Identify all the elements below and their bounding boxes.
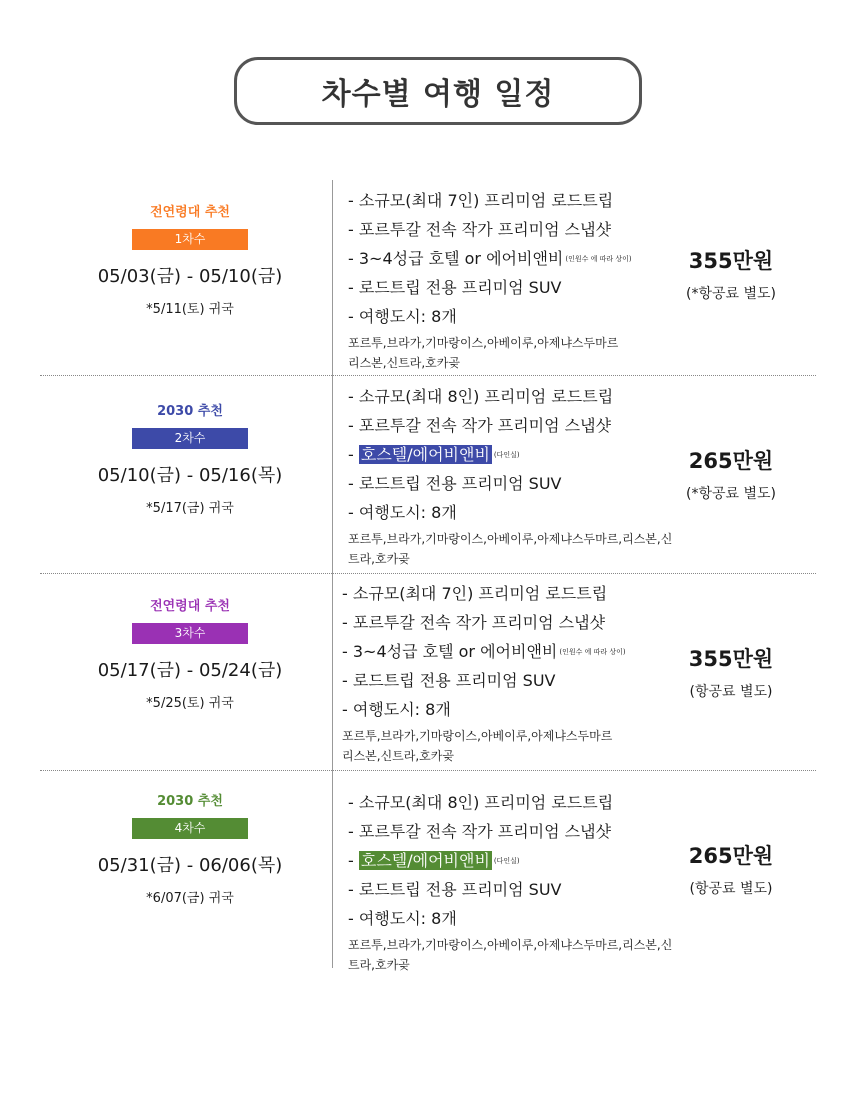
travel-dates: 05/31(금) - 06/06(목) [97, 855, 283, 876]
row-divider [40, 375, 816, 376]
recommend-label: 전연령대 추천 [150, 205, 230, 220]
session-4-price [656, 840, 806, 898]
session-badge: 4차수 [132, 818, 248, 839]
session-badge: 2차수 [132, 428, 248, 449]
session-1-details [348, 186, 678, 373]
session-4-details [348, 788, 678, 975]
detail-line-accommodation: - 호스텔/에어비앤비 (다인실) [348, 851, 520, 870]
detail-line: - 소규모(최대 7인) 프리미엄 로드트립 [342, 584, 608, 603]
travel-dates: 05/03(금) - 05/10(금) [97, 266, 283, 287]
session-3-price [656, 643, 806, 701]
accommodation-note: (다인실) [493, 857, 520, 865]
session-1-price [656, 245, 806, 303]
detail-line: - 로드트립 전용 프리미엄 SUV [342, 671, 556, 690]
row-divider [40, 573, 816, 574]
accommodation-note: (인원수 에 따라 상이) [559, 648, 626, 656]
detail-line: - 여행도시: 8개 [348, 909, 457, 928]
recommend-label: 2030 추천 [157, 404, 223, 419]
recommend-label: 2030 추천 [157, 794, 223, 809]
detail-line: - 소규모(최대 8인) 프리미엄 로드트립 [348, 793, 614, 812]
session-4-info [70, 792, 310, 906]
price-note: (*항공료 별도) [686, 486, 776, 502]
detail-line: - 소규모(최대 7인) 프리미엄 로드트립 [348, 191, 614, 210]
price: 355만원 [688, 249, 774, 273]
detail-line: - 여행도시: 8개 [348, 307, 457, 326]
session-2-price [656, 445, 806, 503]
session-1-info [70, 203, 310, 317]
detail-line: - 포르투갈 전속 작가 프리미엄 스냅샷 [348, 416, 612, 435]
row-divider [40, 770, 816, 771]
city-list: 포르투,브라가,기마랑이스,아베이루,아제냐스두마르,리스본,신 트라,호카곶 [348, 532, 673, 566]
return-date: *5/17(금) 귀국 [146, 501, 234, 516]
detail-line: - 포르투갈 전속 작가 프리미엄 스냅샷 [348, 220, 612, 239]
session-badge: 3차수 [132, 623, 248, 644]
travel-dates: 05/17(금) - 05/24(금) [97, 660, 283, 681]
detail-line: - 소규모(최대 8인) 프리미엄 로드트립 [348, 387, 614, 406]
price: 355만원 [688, 647, 774, 671]
page-title: 차수별 여행 일정 [234, 57, 642, 125]
accommodation-highlight: 호스텔/에어비앤비 [360, 445, 490, 464]
price: 265만원 [688, 844, 774, 868]
detail-line: - 로드트립 전용 프리미엄 SUV [348, 278, 562, 297]
session-2-info [70, 402, 310, 516]
session-3-details [342, 579, 672, 766]
price-note: (항공료 별도) [689, 881, 773, 897]
accommodation-note: (인원수 에 따라 상이) [565, 255, 632, 263]
city-list: 포르투,브라가,기마랑이스,아베이루,아제냐스두마르,리스본,신 트라,호카곶 [348, 938, 673, 972]
vertical-divider [332, 180, 333, 968]
price-note: (항공료 별도) [689, 684, 773, 700]
detail-line: - 여행도시: 8개 [342, 700, 451, 719]
recommend-label: 전연령대 추천 [150, 599, 230, 614]
detail-line-accommodation: - 3~4성급 호텔 or 에어비앤비 (인원수 에 따라 상이) [348, 249, 632, 268]
travel-dates: 05/10(금) - 05/16(목) [97, 465, 283, 486]
return-date: *5/25(토) 귀국 [146, 696, 234, 711]
price-note: (*항공료 별도) [686, 286, 776, 302]
city-list: 포르투,브라가,기마랑이스,아베이루,아제냐스두마르 리스본,신트라,호카곶 [348, 336, 619, 370]
session-2-details [348, 382, 678, 569]
city-list: 포르투,브라가,기마랑이스,아베이루,아제냐스두마르 리스본,신트라,호카곶 [342, 729, 613, 763]
detail-line: - 포르투갈 전속 작가 프리미엄 스냅샷 [348, 822, 612, 841]
accommodation-highlight: 호스텔/에어비앤비 [360, 851, 490, 870]
detail-line: - 포르투갈 전속 작가 프리미엄 스냅샷 [342, 613, 606, 632]
session-3-info [70, 597, 310, 711]
return-date: *6/07(금) 귀국 [146, 891, 234, 906]
accommodation-note: (다인실) [493, 451, 520, 459]
detail-line-accommodation: - 호스텔/에어비앤비 (다인실) [348, 445, 520, 464]
detail-line: - 로드트립 전용 프리미엄 SUV [348, 880, 562, 899]
detail-line: - 여행도시: 8개 [348, 503, 457, 522]
session-badge: 1차수 [132, 229, 248, 250]
detail-line-accommodation: - 3~4성급 호텔 or 에어비앤비 (인원수 에 따라 상이) [342, 642, 626, 661]
return-date: *5/11(토) 귀국 [146, 302, 234, 317]
price: 265만원 [688, 449, 774, 473]
detail-line: - 로드트립 전용 프리미엄 SUV [348, 474, 562, 493]
